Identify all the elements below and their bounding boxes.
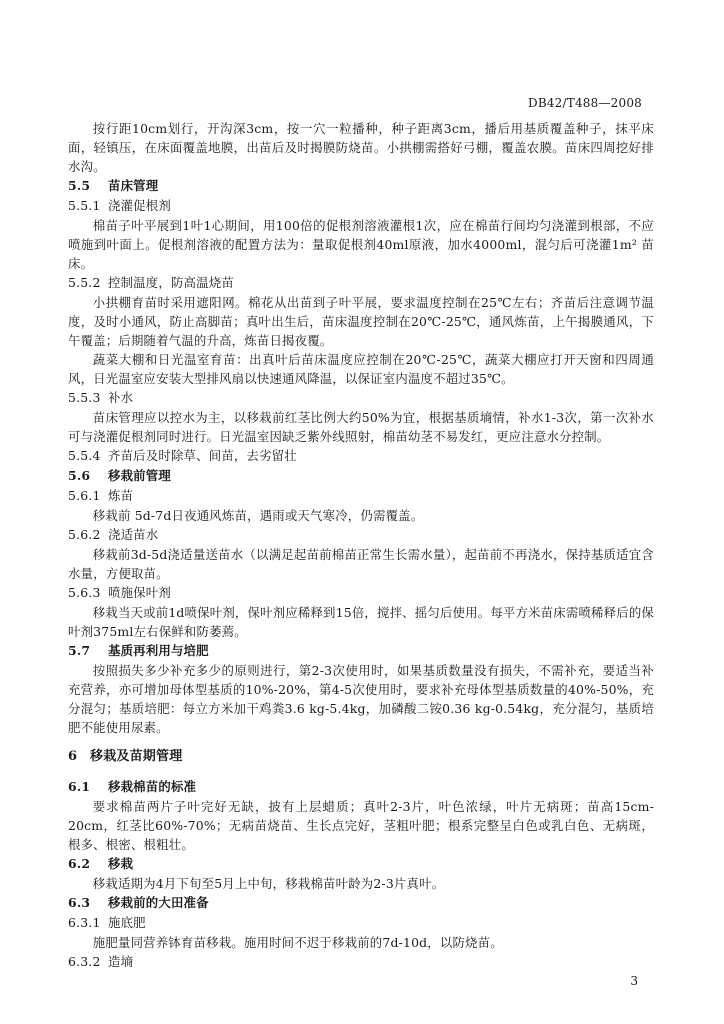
heading-number: 5.5 [68,178,91,193]
subsection-heading [68,486,654,506]
subsection-heading [68,525,654,545]
paragraph: 棉苗子叶平展到1叶1心期间，用100倍的促根剂溶液灌根1次，应在棉苗行间均匀浇灌到根部，不应喷施到叶面上。促根剂溶液的配置方法为：量取促根剂40ml原液，加水4000ml，混匀后可浇灌1m² 苗床。 [68,218,654,271]
heading-number: 5.5.4 [68,448,101,463]
heading-title: 齐苗后及时除草、间苗，去劣留壮 [108,448,297,463]
body-text [68,119,654,972]
subsection-heading [68,196,654,216]
paragraph: 移栽前 5d-7d日夜通风炼苗，遇雨或天气寒冷，仍需覆盖。 [92,508,424,523]
subsection-heading [68,583,654,603]
heading-title: 炼苗 [108,488,134,503]
section-heading [68,466,654,486]
paragraph: 苗床管理应以控水为主，以移栽前红茎比例大约50%为宜，根据基质墒情，补水1-3次，第一次补水可与浇灌促根剂同时进行。日光温室因缺乏紫外线照射，棉苗幼茎不易发红，更应注意水分控制。 [68,410,654,444]
heading-number: 5.5.1 [68,198,101,213]
heading-title: 移栽棉苗的标准 [108,779,197,794]
paragraph: 小拱棚育苗时采用遮阳网。棉花从出苗到子叶平展，要求温度控制在25℃左右；齐苗后注意调节温度，及时小通风，防止高脚苗；真叶出生后，苗床温度控制在20℃-25℃，通风炼苗，上午揭膜通风，下午覆盖；后期随着气温的升高，炼苗日揭夜覆。 [68,295,654,348]
heading-title: 移栽前的大田准备 [108,895,209,910]
paragraph: 按行距10cm划行，开沟深3cm，按一穴一粒播种，种子距离3cm，播后用基质覆盖种子，抹平床面，轻镇压，在床面覆盖地膜，出苗后及时揭膜防烧苗。小拱棚需搭好弓棚，覆盖农膜。苗床四周挖好排水沟。 [68,121,654,174]
subsection-heading [68,913,654,933]
heading-number: 5.6 [68,468,91,483]
heading-number: 5.7 [68,643,91,658]
chapter-heading [68,747,654,767]
paragraph: 移栽前3d-5d浇适量送苗水（以满足起苗前棉苗正常生长需水量），起苗前不再浇水，保持基质适宜含水量，方便取苗。 [68,547,654,581]
heading-number: 5.5.2 [68,275,101,290]
heading-title: 浇适苗水 [108,527,159,542]
heading-title: 补水 [108,390,134,405]
paragraph: 蔬菜大棚和日光温室育苗：出真叶后苗床温度应控制在20℃-25℃，蔬菜大棚应打开天窗和四周通风，日光温室应安装大型排风扇以快速通风降温，以保证室内温度不超过35℃。 [68,352,654,386]
heading-number: 5.6.1 [68,488,101,503]
heading-title: 移栽 [108,856,134,871]
section-heading [68,176,654,196]
heading-number: 6.2 [68,856,91,871]
heading-title: 苗床管理 [108,178,159,193]
heading-number: 5.5.3 [68,390,101,405]
section-heading [68,641,654,661]
subsection-heading [68,273,654,293]
heading-title: 控制温度，防高温烧苗 [108,275,234,290]
subsection-heading [68,446,654,466]
heading-title: 喷施保叶剂 [108,585,171,600]
paragraph: 移栽当天或前1d喷保叶剂，保叶剂应稀释到15倍，搅拌、摇匀后使用。每平方米苗床需喷稀释后的保叶剂375ml左右保鲜和防萎蔫。 [68,605,654,639]
paragraph: 施肥量同营养钵育苗移栽。施用时间不迟于移栽前的7d-10d，以防烧苗。 [92,935,503,950]
heading-number: 6.3.2 [68,954,101,969]
heading-number: 6.3 [68,895,91,910]
heading-number: 6.3.1 [68,915,101,930]
heading-number: 6 [68,749,78,764]
paragraph: 按照损失多少补充多少的原则进行，第2-3次使用时，如果基质数量没有损失，不需补充，要适当补充营养，亦可增加母体型基质的10%-20%，第4-5次使用时，要求补充母体型基质数量的40%-50%，充分混匀；基质培肥：每立方米加干鸡粪3.6 kg-5.4kg，加磷酸二铵0.36 kg-0.54kg，充分混匀，基质培肥不能使用尿素。 [68,663,654,735]
heading-title: 施底肥 [108,915,146,930]
heading-title: 移栽前管理 [108,468,171,483]
section-heading [68,854,654,874]
heading-title: 浇灌促根剂 [108,198,171,213]
heading-title: 移栽及苗期管理 [90,749,183,764]
subsection-heading [68,952,654,972]
heading-number: 6.1 [68,779,91,794]
standard-code: DB42/T488—2008 [528,96,642,110]
section-heading [68,893,654,913]
section-heading [68,777,654,797]
paragraph: 移栽适期为4月下旬至5月上中旬，移栽棉苗叶龄为2-3片真叶。 [92,876,445,891]
paragraph: 要求棉苗两片子叶完好无缺，披有上层蜡质；真叶2-3片，叶色浓绿，叶片无病斑；苗高15cm-20cm，红茎比60%-70%；无病苗烧苗、生长点完好，茎粗叶肥；根系完整呈白色或乳白色、无病斑，根多、根密、根粗壮。 [68,799,654,852]
subsection-heading [68,388,654,408]
page-number: 3 [630,974,638,988]
heading-number: 5.6.2 [68,527,101,542]
heading-title: 基质再利用与培肥 [108,643,209,658]
heading-title: 造墒 [108,954,134,969]
heading-number: 5.6.3 [68,585,101,600]
